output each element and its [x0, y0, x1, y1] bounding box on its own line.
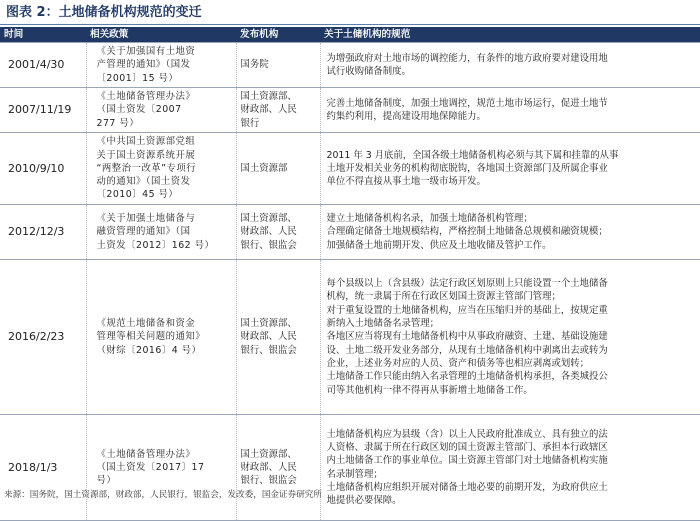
row-agency-line: 银行 [240, 117, 260, 129]
row-norms-line: 设、土地二级开发业务部分，从现有土地储备机构中剥离出去或转为 [326, 344, 608, 356]
row-policy-line: （国土资发〔2007 [96, 104, 182, 116]
row-policy-line: 《土地储备管理办法》 [96, 91, 196, 103]
row-norms-line: 企业，上述业务对应的人员、资产和债务等也相应剥离或划转； [326, 357, 590, 369]
row-date: 2018/1/3 [0, 415, 86, 521]
row-norms [320, 415, 700, 521]
header-norms: 关于土储机构的规范 [320, 27, 700, 43]
row-norms [320, 88, 700, 133]
row-policy-line: 《中共国土资源部党组 [96, 136, 196, 148]
row-policy-line: 《关于加强国有土地资 [96, 46, 196, 58]
figure-title: 图表 2：土地储备机构规范的变迁 [6, 5, 202, 20]
row-date: 2010/9/10 [0, 133, 86, 205]
row-policy-line: 〔2001〕15 号） [96, 72, 179, 84]
row-policy-line: 《规范土地储备和资金 [96, 318, 196, 330]
table-row [0, 260, 700, 415]
row-policy [86, 133, 236, 205]
row-policy [86, 88, 236, 133]
row-policy-line: 动的通知》（国土资发 [96, 176, 191, 188]
row-norms-line: 2011 年 3 月底前，全国各级土地储备机构必须与其下属和挂靠的从事 [326, 149, 619, 161]
row-norms-line: 内土地储备工作的事业单位。国土资源主管部门对土地储备机构实施 [326, 455, 608, 467]
row-agency-line: 银行、银监会 [240, 239, 297, 251]
row-norms-line: 新纳入土地储备名录管理； [326, 318, 440, 330]
row-agency-line: 国土资源部、 [240, 448, 297, 460]
row-policy-line: 号） [96, 475, 117, 487]
row-agency [236, 43, 320, 88]
row-norms-line: 土地储备工作只能由纳入名录管理的土地储备机构承担，各类城投公 [326, 371, 608, 383]
row-policy-line: （国土资发〔2017〕17 [96, 461, 205, 473]
row-norms-line: 机构，统一隶属于所在行政区划国土资源主管部门管理； [326, 291, 561, 303]
row-agency [236, 133, 320, 205]
row-agency-line: 财政部、人民 [240, 461, 297, 473]
header-agency: 发布机构 [236, 27, 320, 43]
row-agency [236, 415, 320, 521]
row-policy [86, 415, 236, 521]
row-policy-line: 土资发〔2012〕162 号） [96, 239, 215, 251]
row-agency-line: 国土资源部 [240, 162, 288, 174]
row-policy-line: （财综〔2016〕4 号） [96, 344, 202, 356]
row-policy [86, 43, 236, 88]
row-norms [320, 260, 700, 415]
row-norms [320, 205, 700, 260]
row-norms-line: 试行收购储备制度。 [326, 66, 411, 77]
row-agency-line: 银行、银监会 [240, 475, 297, 487]
table-row [0, 205, 700, 260]
row-policy-line: 《土地储备管理办法》 [96, 448, 196, 460]
table-header [0, 27, 700, 43]
row-agency-line: 财政部、人民 [240, 226, 297, 238]
row-policy-line: 〔2010〕45 号） [96, 189, 179, 201]
table-row [0, 43, 700, 88]
row-norms-line: 为增强政府对土地市场的调控能力，有条件的地方政府要对建设用地 [326, 52, 608, 64]
row-policy [86, 260, 236, 415]
row-norms-line: 人资格、隶属于所在行政区划的国土资源主管部门、承担本行政辖区 [326, 441, 608, 453]
header-row [0, 27, 700, 43]
row-policy-line: 277 号） [96, 117, 140, 129]
row-norms [320, 133, 700, 205]
row-agency-line: 银行、银监会 [240, 344, 297, 356]
row-agency-line: 国土资源部、 [240, 318, 297, 330]
row-norms-line: 加强储备土地前期开发、供应及土地收储及管护工作。 [326, 239, 552, 251]
row-norms-line: 土地储备机构应组织开展对储备土地必要的前期开发，为政府供应土 [326, 481, 608, 493]
row-norms-line: 土地开发相关业务的机构彻底脱钩，各地国土资源部门及所属企事业 [326, 162, 608, 174]
source-note: 来源：国务院，国土资源部，财政部，人民银行，银监会，发改委，国金证券研究所 [4, 490, 322, 500]
row-norms-line: 地提供必要保障。 [326, 495, 402, 507]
row-norms-line: 各地区应当将现有土地储备机构中从事政府融资、土建、基础设施建 [326, 331, 608, 343]
row-agency [236, 260, 320, 415]
title-divider [0, 24, 700, 25]
row-policy [86, 205, 236, 260]
row-norms-line: 单位不得直接从事土地一级市场开发。 [326, 176, 486, 188]
row-policy-line: 《关于加强土地储备与 [96, 213, 196, 225]
row-norms-line: 约集约利用，提高建设用地保障能力。 [326, 111, 486, 122]
row-norms-line: 名录制管理； [326, 468, 383, 480]
row-policy-line: 关于国土资源系统开展 [96, 149, 196, 161]
row-date: 2012/12/3 [0, 205, 86, 260]
row-policy-line: 融资管理的通知》（国 [96, 226, 191, 238]
table-body [0, 43, 700, 521]
row-norms-line: 司等其他机构一律不得再从事新增土地储备工作。 [326, 384, 533, 396]
row-norms-line: 土地储备机构应为县级（含）以上人民政府批准成立、具有独立的法 [326, 428, 608, 440]
table-row [0, 88, 700, 133]
row-policy-line: 产管理的通知》（国发 [96, 59, 191, 71]
row-date: 2016/2/23 [0, 260, 86, 415]
policy-table [0, 27, 700, 521]
row-agency-line: 国土资源部、 [240, 91, 297, 103]
table-row [0, 133, 700, 205]
header-policy: 相关政策 [86, 27, 236, 43]
row-agency-line: 国土资源部、 [240, 213, 297, 225]
table-row [0, 415, 700, 521]
row-norms-line: 合理确定储备土地规模结构，严格控制土地储备总规模和融资规模； [326, 226, 608, 238]
row-date: 2007/11/19 [0, 88, 86, 133]
row-agency-line: 财政部、人民 [240, 104, 297, 116]
row-norms-line: 完善土地储备制度，加强土地调控，规范土地市场运行，促进土地节 [326, 97, 608, 109]
row-agency-line: 国务院 [240, 59, 269, 71]
row-agency-line: 财政部、人民 [240, 331, 297, 343]
header-date: 时间 [0, 27, 86, 43]
row-norms [320, 43, 700, 88]
row-agency [236, 88, 320, 133]
row-agency [236, 205, 320, 260]
row-policy-line: 管理等相关问题的通知》 [96, 331, 206, 343]
row-norms-line: 每个县级以上（含县级）法定行政区划原则上只能设置一个土地储备 [326, 278, 608, 290]
row-date: 2001/4/30 [0, 43, 86, 88]
row-policy-line: “两整治一改革”专项行 [96, 162, 197, 174]
row-norms-line: 对于重复设置的土地储备机构，应当在压缩归并的基础上，按规定重 [326, 304, 608, 316]
row-norms-line: 建立土地储备机构名录，加强土地储备机构管理； [326, 213, 533, 225]
